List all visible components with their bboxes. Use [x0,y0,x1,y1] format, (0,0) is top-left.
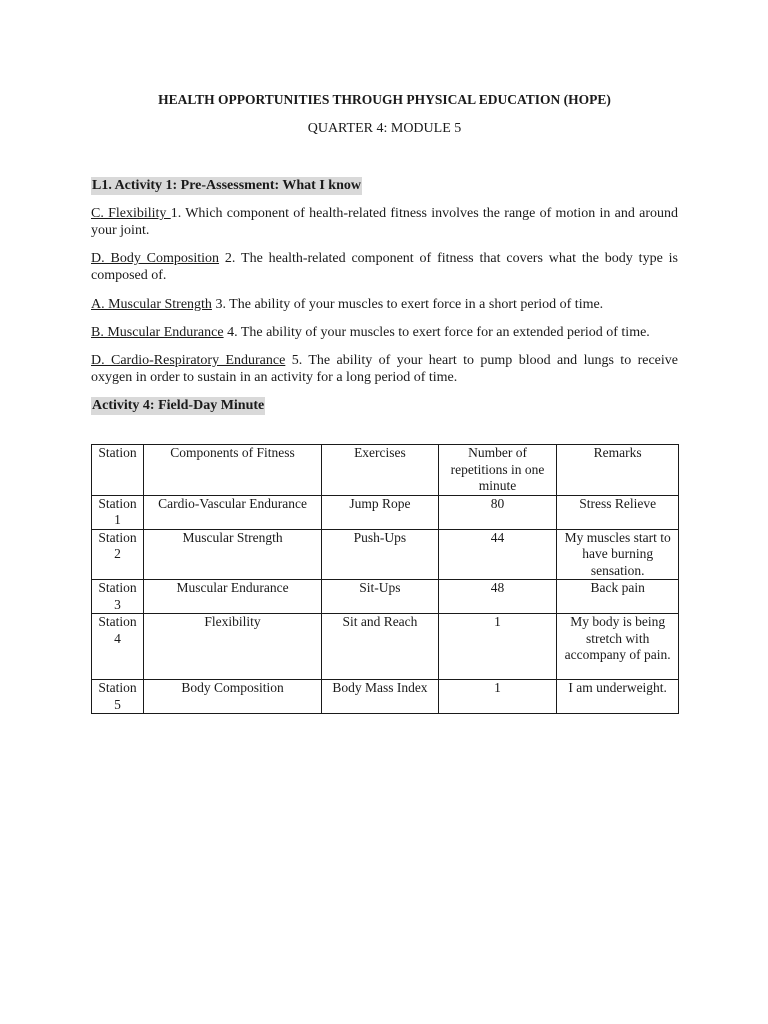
table-cell: Station 2 [92,529,144,580]
question-1-text: 1. Which component of health-related fitness involves the range of motion in and around your joint. [91,206,678,238]
table-cell: 1 [438,614,557,680]
table-cell: Flexibility [143,614,321,680]
header-cell: Components of Fitness [143,445,321,496]
table-cell: Station 5 [92,680,144,714]
table-row [92,580,679,614]
table-cell: Sit-Ups [322,580,439,614]
table-cell: Jump Rope [322,495,439,529]
answer-2: D. Body Composition [91,251,220,266]
table-cell: Muscular Endurance [143,580,321,614]
table-cell: My body is being stretch with accompany of pain. [557,614,679,680]
question-4-text: 4. The ability of your muscles to exert force for an extended period of time. [223,325,650,340]
table-cell: Push-Ups [322,529,439,580]
field-day-table [91,444,679,714]
header-cell: Remarks [557,445,679,496]
header-cell: Station [92,445,144,496]
table-cell: Stress Relieve [557,495,679,529]
table-row [92,495,679,529]
question-2-text: 2. The health-related component of fitness that covers what the body type is composed of. [91,251,678,283]
header-cell: Number of repetitions in one minute [438,445,557,496]
answer-5: D. Cardio-Respiratory Endurance [91,353,286,368]
question-3-text: 3. The ability of your muscles to exert force in a short period of time. [211,297,604,312]
table-cell: Sit and Reach [322,614,439,680]
activity1-heading: L1. Activity 1: Pre-Assessment: What I know [92,178,361,193]
table-cell: 1 [438,680,557,714]
answer-4: B. Muscular Endurance [91,325,224,340]
question-3 [91,296,678,313]
activity4-heading: Activity 4: Field-Day Minute [92,398,265,413]
table-header-row [92,445,679,496]
table-cell: 80 [438,495,557,529]
table-cell: Station 1 [92,495,144,529]
table-cell: 48 [438,580,557,614]
table-cell: 44 [438,529,557,580]
table-cell: Muscular Strength [143,529,321,580]
header-cell: Exercises [322,445,439,496]
table-cell: Cardio-Vascular Endurance [143,495,321,529]
question-5 [91,352,678,386]
question-4 [91,324,678,341]
question-1 [91,205,678,239]
table-row [92,680,679,714]
table-cell: I am underweight. [557,680,679,714]
answer-1: C. Flexibility [91,206,171,221]
table-cell: Back pain [557,580,679,614]
table-cell: Body Composition [143,680,321,714]
answer-3: A. Muscular Strength [91,297,212,312]
table-row [92,614,679,680]
table-cell: Station 3 [92,580,144,614]
document-title: HEALTH OPPORTUNITIES THROUGH PHYSICAL EDUCATION (HOPE) [158,92,611,107]
table-row [92,529,679,580]
table-cell: Station 4 [92,614,144,680]
table-cell: Body Mass Index [322,680,439,714]
document-subtitle: QUARTER 4: MODULE 5 [307,121,462,136]
question-5-text: 5. The ability of your heart to pump blood and lungs to receive oxygen in order to sustain in an activity for a long period of time. [91,353,678,385]
question-2 [91,250,678,284]
table-cell: My muscles start to have burning sensation. [557,529,679,580]
